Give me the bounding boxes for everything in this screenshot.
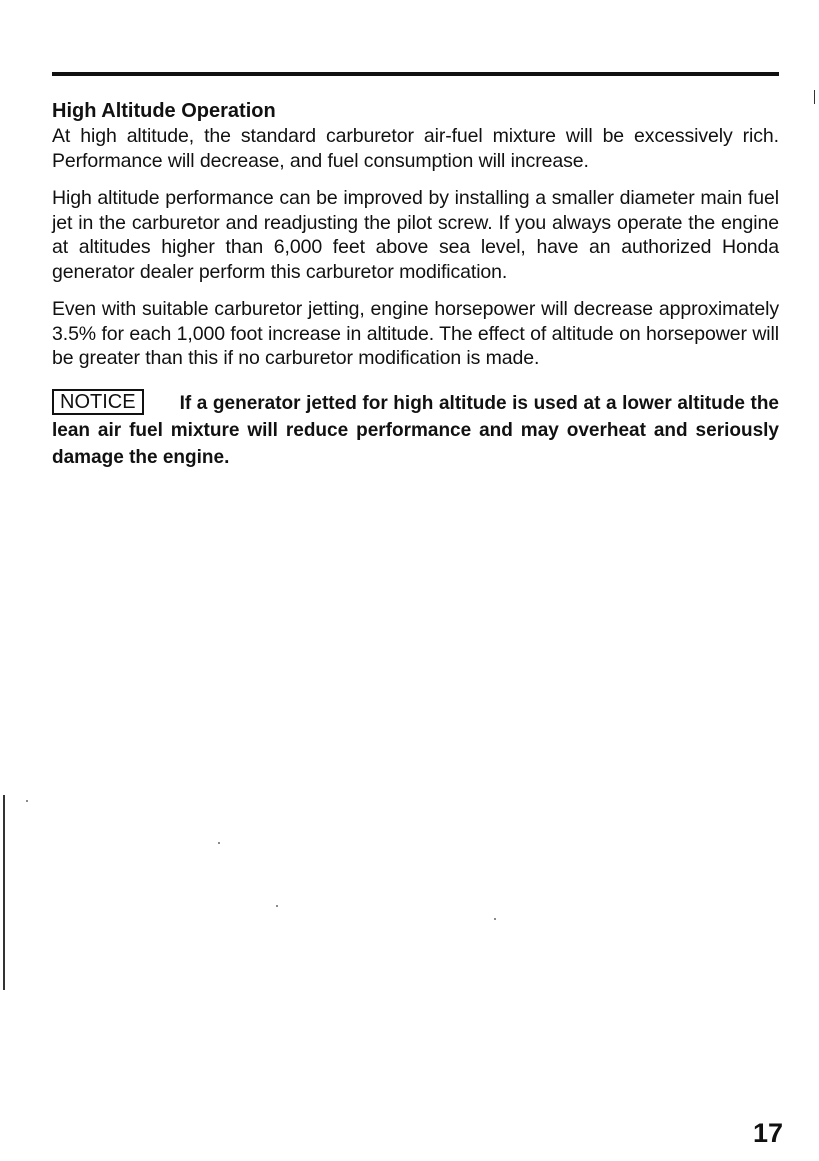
scan-speck bbox=[276, 905, 278, 907]
paragraph-intro: At high altitude, the standard carburetor air-fuel mixture will be excessively rich. Performance will decrease, and fuel consumption will increase. bbox=[52, 125, 779, 172]
scan-speck bbox=[218, 842, 220, 844]
paragraph-jet-modification: High altitude performance can be improved by installing a smaller diameter main fuel jet in the carburetor and readjusting the pilot screw. If you always operate the engine at altitudes higher than 6,000 feet above sea level, have an authorized Honda generator dealer perform this carburetor modification. bbox=[52, 187, 779, 283]
section-heading: High Altitude Operation bbox=[52, 100, 276, 122]
scan-edge-mark-left bbox=[3, 795, 5, 990]
notice-label: NOTICE bbox=[52, 389, 144, 415]
notice-block bbox=[52, 389, 779, 471]
scan-speck bbox=[494, 918, 496, 920]
paragraph-horsepower-loss: Even with suitable carburetor jetting, engine horsepower will decrease approximately 3.5% for each 1,000 foot increase in altitude. The effect of altitude on horsepower will be greater than this if no carburetor modification is made. bbox=[52, 298, 779, 369]
page-number: 17 bbox=[752, 1118, 783, 1148]
header-rule bbox=[52, 72, 779, 76]
scan-speck bbox=[26, 800, 28, 802]
scan-edge-mark-right bbox=[814, 90, 815, 104]
notice-text: If a generator jetted for high altitude is used at a lower altitude the lean air fuel mixture will reduce performance and may overheat and seriously damage the engine. bbox=[52, 392, 779, 468]
section-high-altitude-operation bbox=[52, 98, 779, 471]
